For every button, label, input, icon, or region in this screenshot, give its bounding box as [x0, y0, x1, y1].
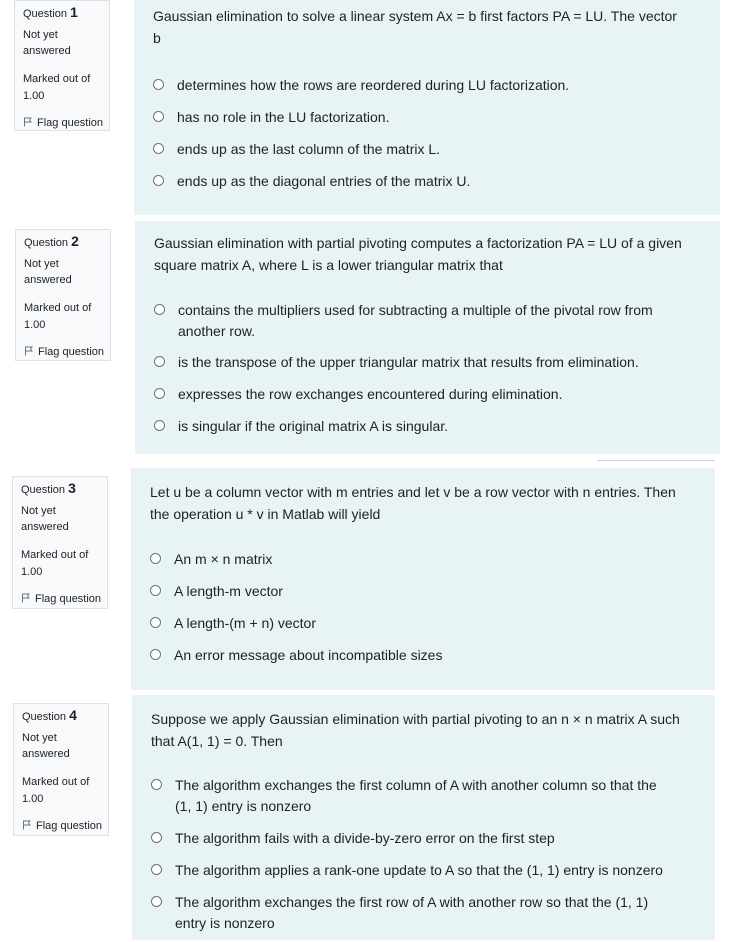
answer-option[interactable]	[153, 75, 710, 96]
question-content	[132, 695, 715, 940]
radio-unchecked-icon[interactable]	[153, 143, 164, 154]
question-number-prefix: Question	[24, 237, 69, 249]
radio-unchecked-icon[interactable]	[154, 388, 165, 399]
answer-option-label: expresses the row exchanges encountered during elimination.	[178, 386, 563, 402]
flag-icon	[23, 117, 33, 127]
radio-unchecked-icon[interactable]	[150, 553, 161, 564]
question-state: Not yet answered	[24, 258, 72, 286]
answer-option-label: ends up as the diagonal entries of the matrix U.	[177, 173, 471, 189]
question-content	[134, 0, 720, 215]
question-text: Suppose we apply Gaussian elimination with partial pivoting to an n × n matrix A such that A(1, 1) = 0. Then	[151, 711, 680, 749]
answer-option[interactable]	[154, 416, 710, 437]
question-number-value: 1	[70, 4, 78, 20]
question-info	[15, 229, 111, 361]
answer-option-label: The algorithm exchanges the first column of A with another column so that the (1, 1) entry is nonzero	[175, 777, 657, 814]
question-grade: Marked out of 1.00	[21, 549, 89, 578]
flag-icon	[24, 346, 34, 356]
answer-option[interactable]	[151, 892, 675, 934]
answer-options	[150, 549, 705, 666]
answer-option-label: An m × n matrix	[174, 551, 273, 567]
flag-question-link[interactable]	[23, 116, 109, 130]
question-state: Not yet answered	[21, 505, 69, 533]
question-info	[14, 0, 110, 131]
question-content	[135, 221, 720, 454]
answer-option[interactable]	[151, 775, 675, 817]
answer-option[interactable]	[153, 139, 710, 160]
answer-option-label: is singular if the original matrix A is singular.	[178, 418, 449, 434]
radio-unchecked-icon[interactable]	[151, 864, 162, 875]
answer-option-label: An error message about incompatible sizes	[174, 647, 443, 663]
answer-option-label: determines how the rows are reordered during LU factorization.	[177, 77, 570, 93]
answer-option[interactable]	[154, 300, 688, 342]
question-grade: Marked out of 1.00	[24, 302, 92, 331]
flag-question-label: Flag question	[37, 117, 104, 129]
answer-options	[151, 775, 705, 934]
radio-unchecked-icon[interactable]	[151, 896, 162, 907]
answer-option-label: The algorithm applies a rank-one update to A so that the (1, 1) entry is nonzero	[175, 862, 663, 878]
question-grade: Marked out of 1.00	[22, 776, 90, 805]
flag-question-label: Flag question	[35, 593, 102, 605]
answer-option[interactable]	[150, 581, 705, 602]
answer-options	[153, 75, 710, 192]
answer-option-label: has no role in the LU factorization.	[177, 109, 390, 125]
answer-option[interactable]	[154, 384, 710, 405]
question-number-value: 3	[68, 480, 76, 496]
answer-option[interactable]	[151, 860, 705, 881]
flag-question-label: Flag question	[36, 820, 103, 832]
question-text: Let u be a column vector with m entries and let v be a row vector with n entries. Then the operation u * v in Matlab will yield	[150, 484, 676, 522]
flag-question-link[interactable]	[21, 592, 107, 606]
answer-option[interactable]	[153, 107, 710, 128]
answer-option[interactable]	[150, 549, 705, 570]
answer-option-label: contains the multipliers used for subtracting a multiple of the pivotal row from another row.	[178, 302, 653, 339]
answer-option-label: A length-m vector	[174, 583, 283, 599]
question-text: Gaussian elimination with partial pivoting computes a factorization PA = LU of a given square matrix A, where L is a lower triangular matrix that	[154, 235, 682, 273]
question-text: Gaussian elimination to solve a linear system Ax = b first factors PA = LU. The vector b	[153, 8, 677, 46]
radio-unchecked-icon[interactable]	[151, 779, 162, 790]
flag-question-label: Flag question	[38, 346, 105, 358]
question-number-prefix: Question	[21, 484, 66, 496]
question-number	[21, 481, 107, 497]
question-state: Not yet answered	[23, 29, 71, 57]
answer-option-label: ends up as the last column of the matrix L.	[177, 141, 441, 157]
answer-option[interactable]	[150, 645, 705, 666]
question-number-value: 4	[69, 707, 77, 723]
radio-unchecked-icon[interactable]	[153, 111, 164, 122]
answer-option[interactable]	[151, 828, 705, 849]
radio-unchecked-icon[interactable]	[151, 832, 162, 843]
flag-question-link[interactable]	[24, 345, 110, 359]
answer-option-label: is the transpose of the upper triangular matrix that results from elimination.	[178, 354, 639, 370]
question-number	[23, 5, 109, 21]
question-number-value: 2	[71, 233, 79, 249]
question-state: Not yet answered	[22, 732, 70, 760]
answer-option[interactable]	[154, 352, 710, 373]
flag-icon	[22, 820, 32, 830]
question-number-prefix: Question	[22, 711, 67, 723]
question-grade: Marked out of 1.00	[23, 73, 91, 102]
radio-unchecked-icon[interactable]	[150, 585, 161, 596]
answer-option-label: A length-(m + n) vector	[174, 615, 317, 631]
divider	[597, 460, 715, 461]
radio-unchecked-icon[interactable]	[153, 175, 164, 186]
question-info	[12, 476, 108, 609]
question-number	[22, 708, 108, 724]
radio-unchecked-icon[interactable]	[150, 617, 161, 628]
radio-unchecked-icon[interactable]	[154, 420, 165, 431]
question-content	[131, 468, 715, 690]
answer-option-label: The algorithm exchanges the first row of A with another row so that the (1, 1) entry is nonzero	[175, 894, 649, 931]
question-info	[13, 703, 109, 836]
answer-options	[154, 300, 710, 437]
radio-unchecked-icon[interactable]	[154, 304, 165, 315]
answer-option-label: The algorithm fails with a divide-by-zero error on the first step	[175, 830, 555, 846]
question-number-prefix: Question	[23, 8, 68, 20]
radio-unchecked-icon[interactable]	[150, 649, 161, 660]
answer-option[interactable]	[150, 613, 705, 634]
question-number	[24, 234, 110, 250]
radio-unchecked-icon[interactable]	[154, 356, 165, 367]
radio-unchecked-icon[interactable]	[153, 79, 164, 90]
flag-question-link[interactable]	[22, 819, 108, 833]
flag-icon	[21, 593, 31, 603]
answer-option[interactable]	[153, 171, 710, 192]
